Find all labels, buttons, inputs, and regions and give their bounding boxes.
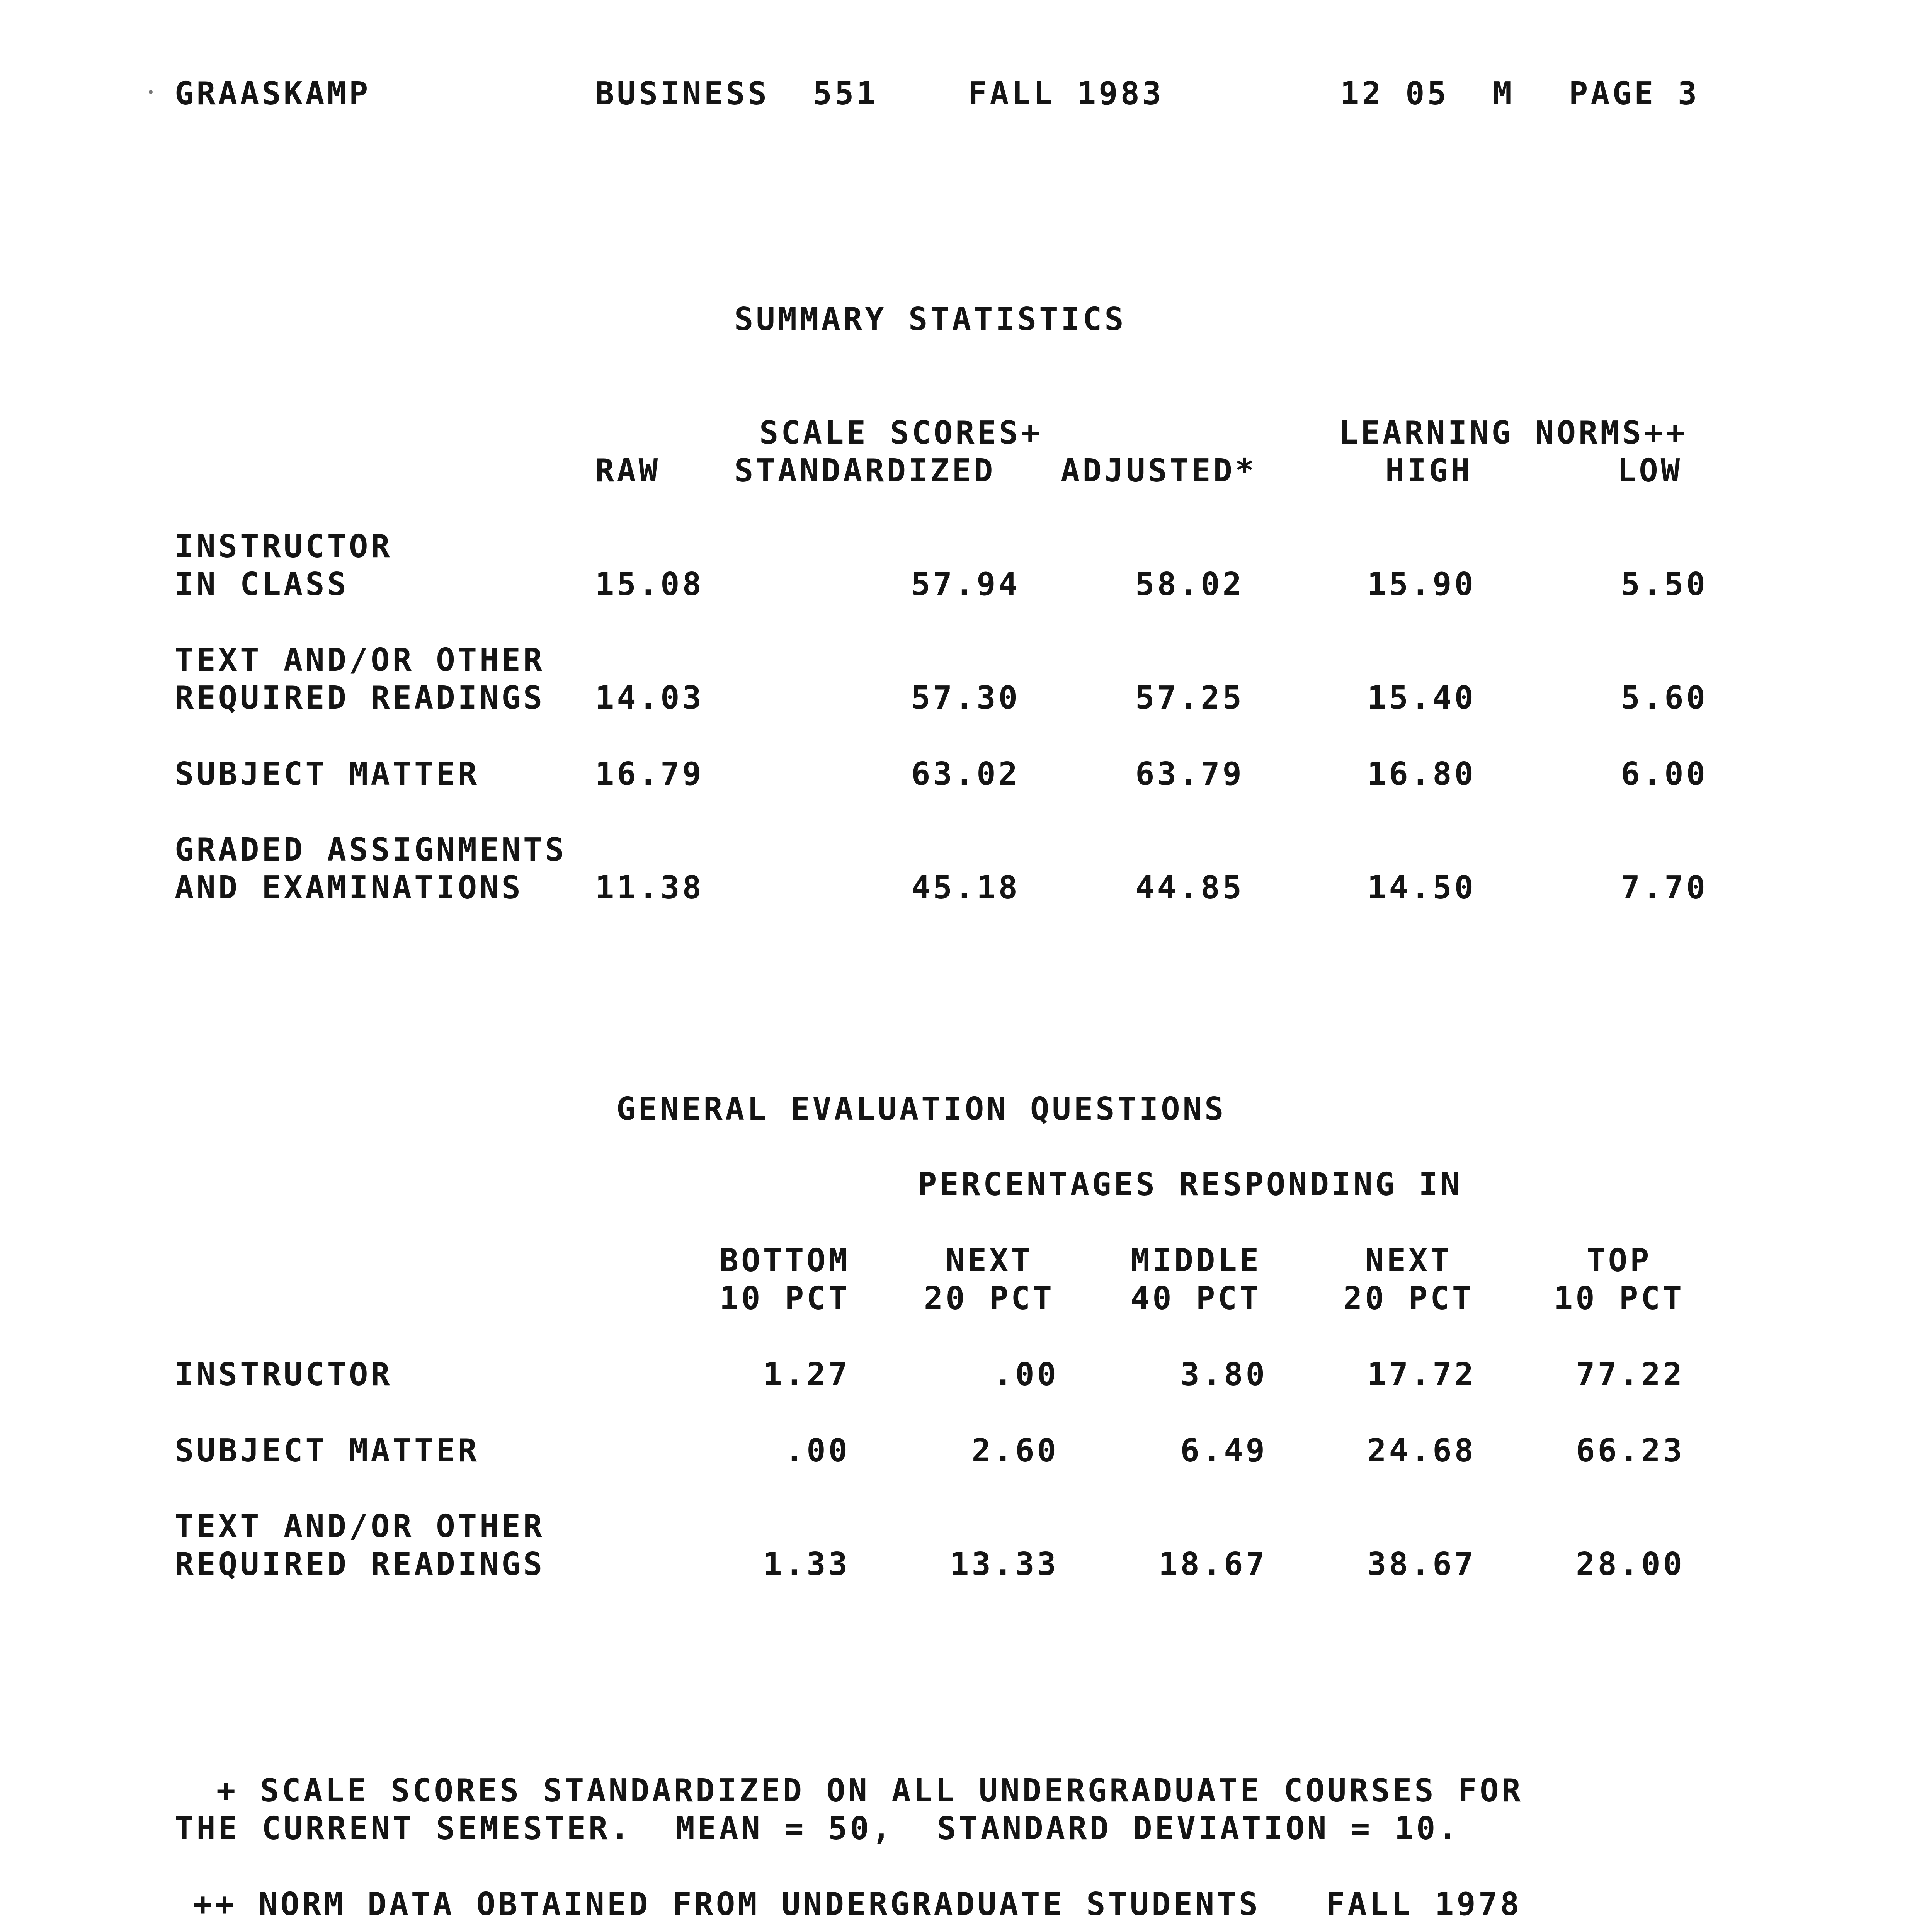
- summary-high-value: 15.40: [1367, 680, 1476, 716]
- summary-raw-value: 16.79: [595, 756, 704, 793]
- summary-group-scale: SCALE SCORES+: [759, 415, 1043, 451]
- general-value: 3.80: [1180, 1356, 1267, 1393]
- summary-col-high: HIGH: [1385, 452, 1473, 489]
- general-value: 18.67: [1158, 1546, 1267, 1583]
- general-col-header: 10 PCT: [1553, 1280, 1685, 1317]
- summary-standardized-value: 63.02: [911, 756, 1020, 793]
- summary-low-value: 6.00: [1621, 756, 1708, 793]
- summary-row-label: IN CLASS: [175, 566, 349, 603]
- general-value: 2.60: [971, 1432, 1059, 1469]
- general-subtitle: PERCENTAGES RESPONDING IN: [918, 1166, 1463, 1203]
- general-col-header: MIDDLE: [1130, 1242, 1262, 1279]
- general-col-header: NEXT: [946, 1242, 1033, 1279]
- summary-row-label: GRADED ASSIGNMENTS: [175, 832, 567, 868]
- general-value: .00: [993, 1356, 1059, 1393]
- page-mark: [149, 90, 153, 94]
- summary-standardized-value: 57.94: [911, 566, 1020, 603]
- general-value: 6.49: [1180, 1432, 1267, 1469]
- summary-raw-value: 11.38: [595, 869, 704, 906]
- general-row-label: TEXT AND/OR OTHER: [175, 1508, 545, 1545]
- header-term: FALL 1983: [968, 75, 1164, 112]
- general-value: 17.72: [1367, 1356, 1476, 1393]
- summary-low-value: 5.50: [1621, 566, 1708, 603]
- general-value: 13.33: [950, 1546, 1059, 1583]
- summary-row-label: SUBJECT MATTER: [175, 756, 480, 793]
- summary-col-raw: RAW: [595, 452, 661, 489]
- summary-raw-value: 14.03: [595, 680, 704, 716]
- general-col-header: BOTTOM: [719, 1242, 850, 1279]
- general-row-label: REQUIRED READINGS: [175, 1546, 545, 1583]
- header-code: 12 05 M: [1340, 75, 1514, 112]
- general-value: 38.67: [1367, 1546, 1476, 1583]
- summary-low-value: 5.60: [1621, 680, 1708, 716]
- general-value: 28.00: [1576, 1546, 1685, 1583]
- footnote-scale-line2: THE CURRENT SEMESTER. MEAN = 50, STANDARD DEVIATION = 10.: [175, 1810, 1460, 1847]
- summary-adjusted-value: 58.02: [1135, 566, 1244, 603]
- general-col-header: 20 PCT: [1343, 1280, 1474, 1317]
- summary-col-low: LOW: [1617, 452, 1683, 489]
- general-value: 66.23: [1576, 1432, 1685, 1469]
- summary-col-adjusted: ADJUSTED*: [1061, 452, 1257, 489]
- general-col-header: 20 PCT: [924, 1280, 1055, 1317]
- header-name: GRAASKAMP: [175, 75, 371, 112]
- general-col-header: 10 PCT: [719, 1280, 850, 1317]
- header-page: PAGE 3: [1569, 75, 1700, 112]
- summary-high-value: 16.80: [1367, 756, 1476, 793]
- summary-adjusted-value: 57.25: [1135, 680, 1244, 716]
- summary-row-label: INSTRUCTOR: [175, 528, 393, 565]
- general-title: GENERAL EVALUATION QUESTIONS: [616, 1091, 1226, 1128]
- summary-group-norms: LEARNING NORMS++: [1339, 415, 1687, 451]
- summary-row-label: REQUIRED READINGS: [175, 680, 545, 716]
- general-value: 24.68: [1367, 1432, 1476, 1469]
- summary-standardized-value: 45.18: [911, 869, 1020, 906]
- general-col-header: TOP: [1586, 1242, 1652, 1279]
- general-value: 1.27: [763, 1356, 850, 1393]
- footnote-scale-line1: + SCALE SCORES STANDARDIZED ON ALL UNDERGRADUATE COURSES FOR: [216, 1772, 1524, 1809]
- summary-adjusted-value: 44.85: [1135, 869, 1244, 906]
- summary-adjusted-value: 63.79: [1135, 756, 1244, 793]
- summary-col-standardized: STANDARDIZED: [734, 452, 996, 489]
- footnote-norm: ++ NORM DATA OBTAINED FROM UNDERGRADUATE STUDENTS FALL 1978: [193, 1886, 1522, 1923]
- header-course: BUSINESS 551: [595, 75, 878, 112]
- summary-standardized-value: 57.30: [911, 680, 1020, 716]
- summary-row-label: AND EXAMINATIONS: [175, 869, 523, 906]
- general-row-label: SUBJECT MATTER: [175, 1432, 480, 1469]
- general-value: 1.33: [763, 1546, 850, 1583]
- general-col-header: NEXT: [1365, 1242, 1452, 1279]
- general-col-header: 40 PCT: [1130, 1280, 1262, 1317]
- summary-row-label: TEXT AND/OR OTHER: [175, 642, 545, 679]
- summary-high-value: 14.50: [1367, 869, 1476, 906]
- general-value: 77.22: [1576, 1356, 1685, 1393]
- general-value: .00: [784, 1432, 850, 1469]
- summary-title: SUMMARY STATISTICS: [734, 301, 1126, 338]
- summary-low-value: 7.70: [1621, 869, 1708, 906]
- summary-raw-value: 15.08: [595, 566, 704, 603]
- general-row-label: INSTRUCTOR: [175, 1356, 393, 1393]
- summary-high-value: 15.90: [1367, 566, 1476, 603]
